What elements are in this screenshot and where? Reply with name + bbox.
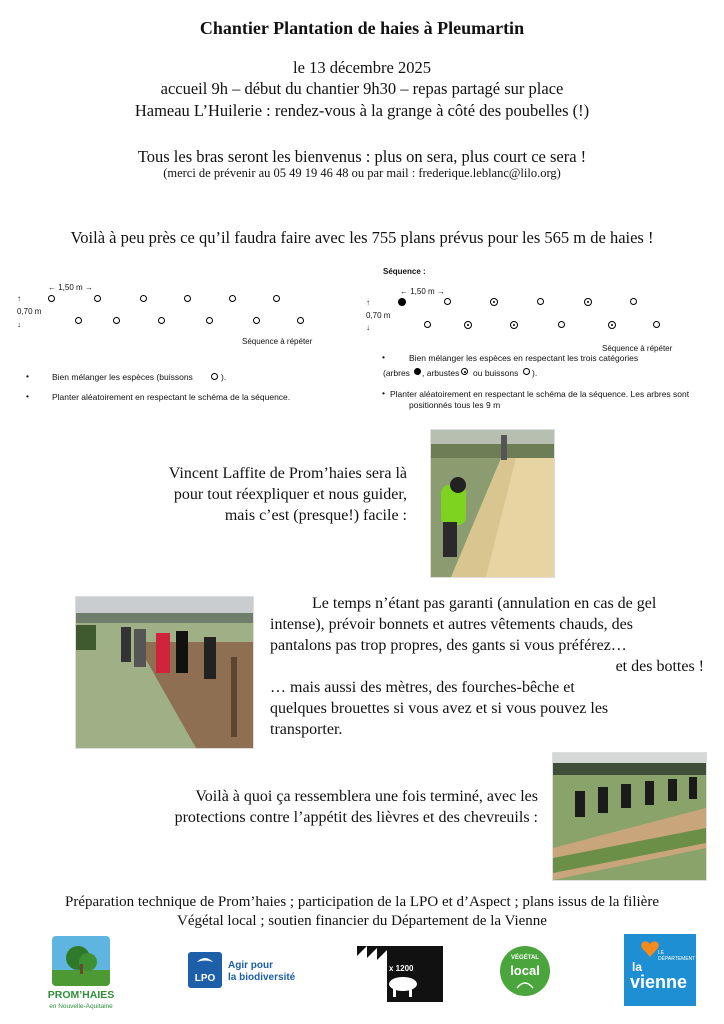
vegetal-top: VÉGÉTAL (511, 955, 539, 961)
welcome-message: Tous les bras seront les bienvenus : plus on sera, plus court ce sera ! (137, 147, 587, 166)
shrub-symbol (584, 298, 592, 306)
left-planting-diagram (0, 270, 360, 410)
right-bullet1-buissons: ou buissons (473, 368, 519, 378)
right-sequence-label: Séquence à répéter (602, 344, 673, 353)
weather-line: … mais aussi des mètres, des fourches-bêche et (270, 679, 575, 696)
weather-line: Le temps n’étant pas garanti (annulation en cas de gel (312, 595, 657, 612)
result-paragraph (58, 786, 538, 828)
bush-symbol (523, 368, 530, 375)
weather-line: intense), prévoir bonnets et autres vêtements chauds, des (270, 616, 633, 633)
bush-symbol (75, 317, 82, 324)
aspect-label: x 1200 (389, 964, 414, 973)
up-arrow-icon: ↑ (366, 298, 370, 307)
bush-symbol (558, 321, 565, 328)
contact-info: (merci de prévenir au 05 49 19 46 48 ou par mail : frederique.leblanc@lilo.org) (163, 166, 561, 180)
bush-symbol (297, 317, 304, 324)
bush-symbol (184, 295, 191, 302)
bush-symbol (211, 373, 218, 380)
right-bullet1-line1: Bien mélanger les espèces en respectant les trois catégories (409, 353, 639, 363)
event-location: Hameau L’Huilerie : rendez-vous à la grange à côté des poubelles (!) (134, 101, 590, 120)
promhaies-subtitle: en Nouvelle-Aquitaine (49, 1003, 113, 1010)
bullet-icon: • (382, 352, 385, 362)
heart-icon (640, 940, 660, 958)
guide-line: mais c’est (presque!) facile : (224, 507, 407, 524)
bush-symbol (424, 321, 431, 328)
weather-line: et des bottes ! (615, 658, 704, 675)
bush-symbol (113, 317, 120, 324)
right-row-gap-label: 0,70 m (366, 311, 391, 320)
bush-symbol (158, 317, 165, 324)
lpo-tagline-2: la biodiversité (228, 972, 296, 983)
right-sequence-heading: Séquence : (383, 267, 426, 276)
down-arrow-icon: ↓ (366, 323, 370, 332)
right-bullet2-line2: positionnés tous les 9 m (409, 400, 501, 410)
intro-text: Voilà à peu près ce qu’il faudra faire avec les 755 plans prévus pour les 565 m de haies ! (70, 228, 654, 247)
photo-volunteers-planting (430, 429, 555, 578)
photo-finished-hedge (552, 752, 707, 881)
promhaies-emblem (52, 936, 110, 986)
left-bullet2-text: Planter aléatoirement en respectant le schéma de la séquence. (52, 392, 291, 402)
bush-symbol (653, 321, 660, 328)
shrub-symbol (490, 298, 498, 306)
up-arrow-icon: ↑ (17, 294, 21, 303)
bird-icon (196, 954, 214, 968)
left-row-gap-label: 0,70 m (17, 307, 42, 316)
left-spacing-label: ← 1,50 m → (48, 283, 93, 292)
bush-symbol (229, 295, 236, 302)
down-arrow-icon: ↓ (17, 320, 21, 329)
leaf-icon (515, 980, 535, 990)
bush-symbol (630, 298, 637, 305)
vienne-small: LE DÉPARTEMENT (658, 950, 696, 962)
right-spacing-label: ← 1,50 m → (400, 287, 445, 296)
bush-symbol (273, 295, 280, 302)
left-sequence-label: Séquence à répéter (242, 337, 313, 346)
lpo-tagline-1: Agir pour (228, 960, 273, 971)
event-date: le 13 décembre 2025 (293, 58, 431, 77)
weather-paragraph (270, 593, 710, 740)
bullet-icon: • (382, 388, 385, 398)
aspect-logo (357, 946, 443, 1002)
vegetal-local-logo (500, 946, 550, 996)
tree-symbol (414, 368, 421, 375)
page-title: Chantier Plantation de haies à Pleumartin (199, 18, 525, 38)
weather-line: pantalons pas trop propres, des gants si vous préférez… (270, 637, 627, 654)
promhaies-logo (40, 936, 122, 1014)
shrub-symbol (608, 321, 616, 329)
right-planting-diagram (360, 262, 724, 412)
shrub-symbol (461, 368, 468, 375)
vienne-name: vienne (630, 972, 688, 992)
credits-line: Végétal local ; soutien financier du Département de la Vienne (177, 913, 547, 929)
bullet-icon: • (26, 391, 29, 401)
lpo-logo (188, 950, 308, 996)
left-bullet1-text: Bien mélanger les espèces (buissons (52, 372, 193, 382)
credits (0, 893, 724, 931)
result-line: Voilà à quoi ça ressemblera une fois terminé, avec les (195, 788, 538, 805)
bush-symbol (140, 295, 147, 302)
right-bullet1-arbres: (arbres (383, 368, 410, 378)
event-schedule: accueil 9h – début du chantier 9h30 – repas partagé sur place (160, 79, 564, 98)
guide-line: Vincent Laffite de Prom’haies sera là (168, 465, 407, 482)
weather-line: quelques brouettes si vous avez et si vous pouvez les (270, 700, 609, 717)
shrub-symbol (510, 321, 518, 329)
vienne-logo (624, 934, 696, 1006)
shrub-symbol (464, 321, 472, 329)
right-bullet2-line1: Planter aléatoirement en respectant le schéma de la séquence. Les arbres sont (390, 389, 690, 399)
bush-symbol (444, 298, 451, 305)
right-bullet1-end: ). (532, 368, 538, 378)
result-line: protections contre l’appétit des lièvres et des chevreuils : (174, 809, 538, 826)
guide-paragraph (87, 463, 407, 526)
lpo-badge: LPO (188, 952, 222, 988)
tree-symbol (398, 298, 406, 306)
bullet-icon: • (26, 371, 29, 381)
bush-symbol (48, 295, 55, 302)
vegetal-main: local (510, 963, 540, 978)
right-bullet1-arbustes: , arbustes (422, 368, 460, 378)
guide-line: pour tout réexpliquer et nous guider, (173, 486, 407, 503)
bush-symbol (537, 298, 544, 305)
bush-symbol (94, 295, 101, 302)
left-bullet1-end: ). (221, 372, 227, 382)
photo-group-in-field (75, 596, 254, 749)
credits-line: Préparation technique de Prom’haies ; participation de la LPO et d’Aspect ; plans issus de la filière (65, 894, 659, 910)
bush-symbol (253, 317, 260, 324)
promhaies-name: PROM’HAIES (47, 989, 115, 1001)
weather-line: transporter. (270, 721, 343, 738)
bush-symbol (206, 317, 213, 324)
vienne-la: la (632, 960, 643, 974)
